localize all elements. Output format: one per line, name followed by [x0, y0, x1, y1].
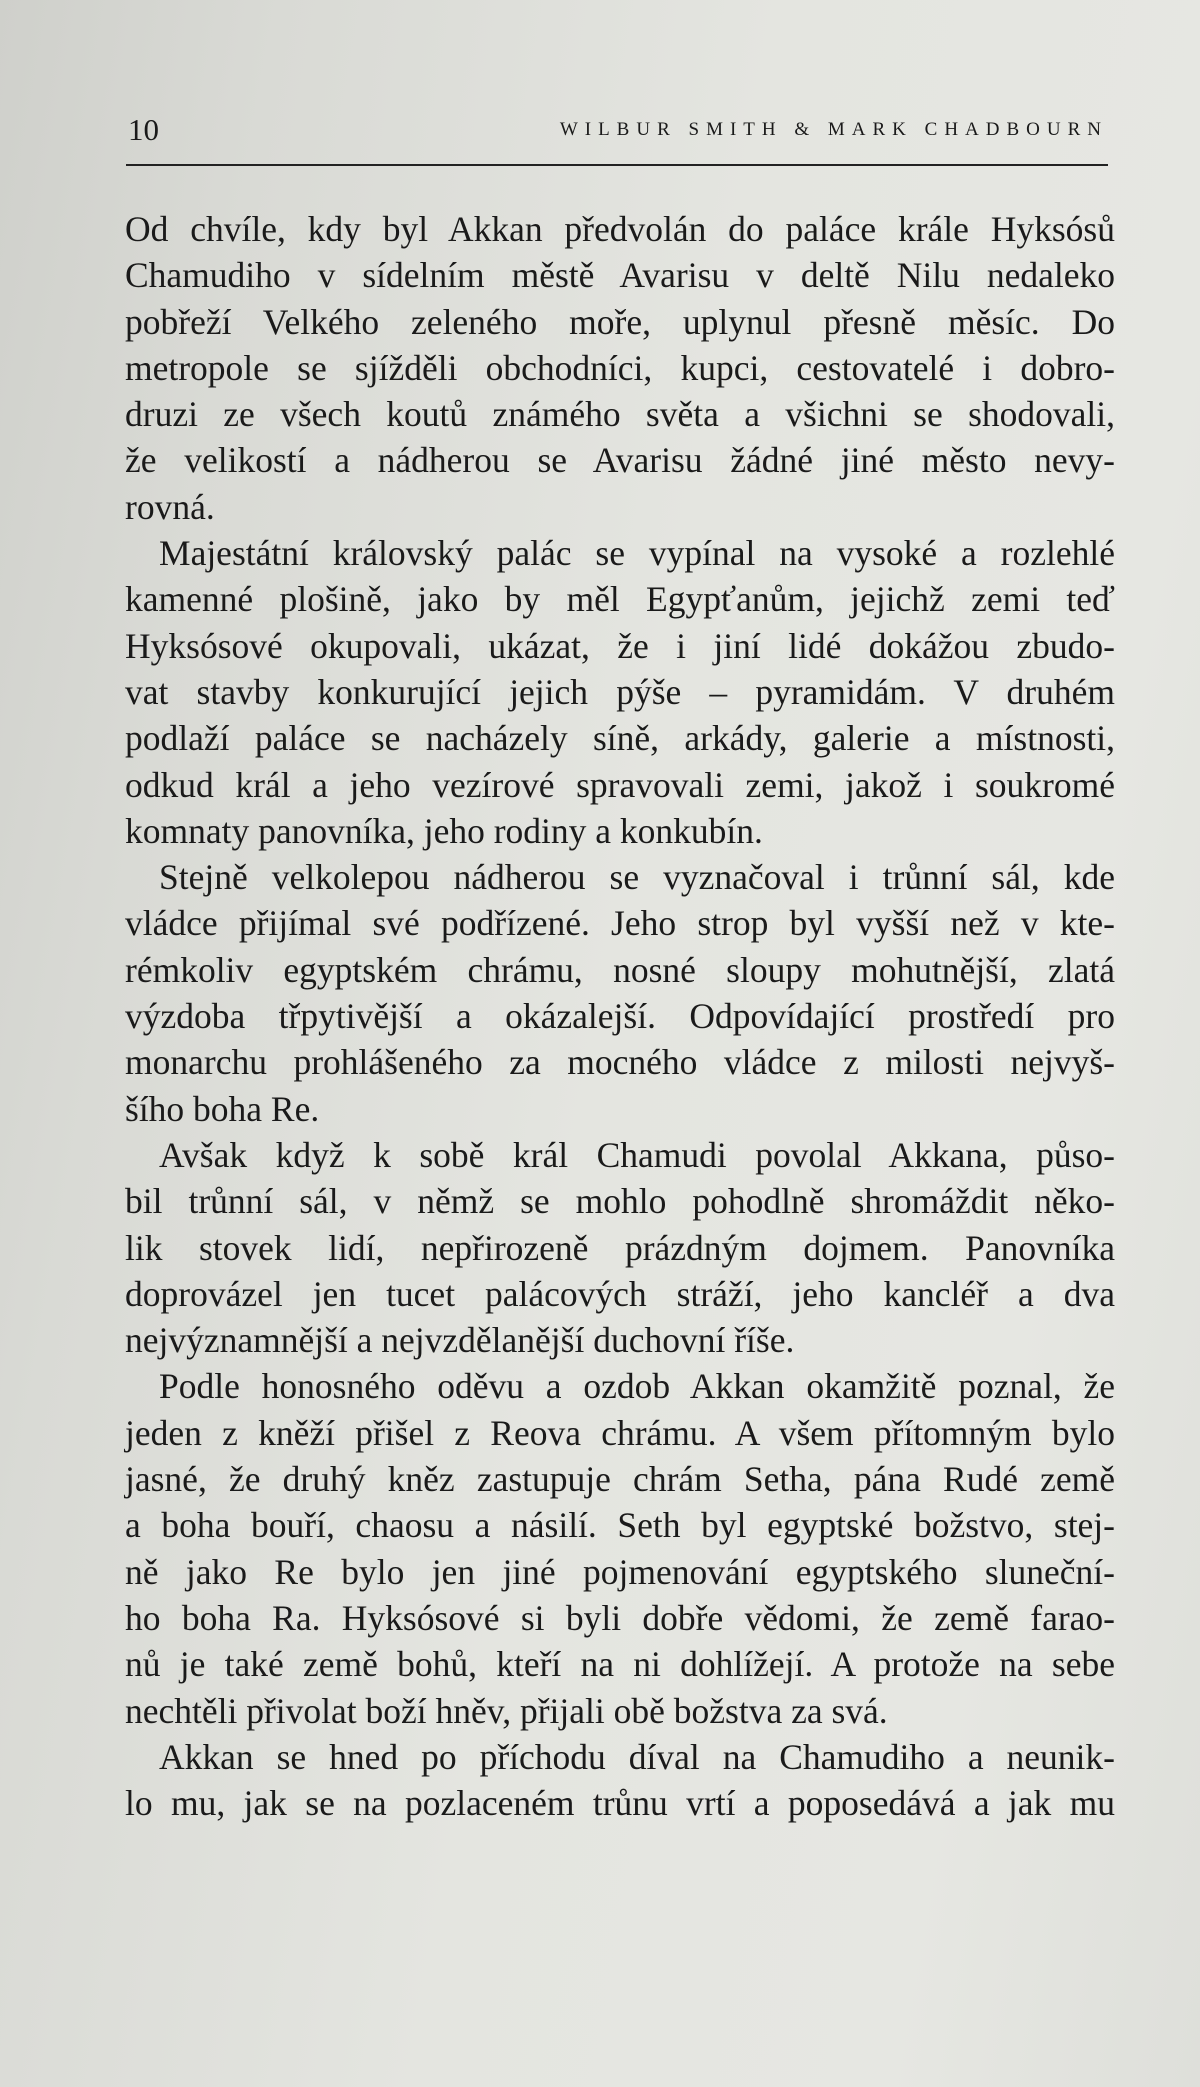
text-line: šího boha Re. — [125, 1088, 320, 1129]
text-line: odkud král a jeho vezírové spravovali zemi, jakož i soukromé — [125, 764, 1115, 805]
text-line: jasné, že druhý kněz zastupuje chrám Setha, pána Rudé země — [125, 1459, 1115, 1500]
text-line: bil trůnní sál, v němž se mohlo pohodlně shromáždit něko- — [125, 1181, 1115, 1222]
text-line: metropole se sjížděli obchodníci, kupci, cestovatelé i dobro- — [125, 347, 1115, 388]
text-line: výzdoba třpytivější a okázalejší. Odpovídající prostředí pro — [125, 996, 1115, 1037]
text-line: Majestátní královský palác se vypínal na vysoké a rozlehlé — [159, 533, 1115, 574]
text-line: že velikostí a nádherou se Avarisu žádné jiné město nevy- — [125, 440, 1115, 481]
text-line: Od chvíle, kdy byl Akkan předvolán do paláce krále Hyksósů — [125, 209, 1115, 249]
paragraph-2 — [125, 530, 1115, 854]
text-line: vat stavby konkurující jejich pýše – pyramidám. V druhém — [125, 671, 1115, 712]
paragraph-5 — [125, 1363, 1115, 1733]
text-line: monarchu prohlášeného za mocného vládce z milosti nejvyš- — [125, 1042, 1115, 1083]
text-line: Chamudiho v sídelním městě Avarisu v deltě Nilu nedaleko — [125, 255, 1115, 296]
text-line: jeden z kněží přišel z Reova chrámu. A všem přítomným bylo — [125, 1412, 1115, 1453]
text-line: ně jako Re bylo jen jiné pojmenování egyptského sluneční- — [125, 1551, 1115, 1592]
page-number: 10 — [128, 112, 159, 147]
text-line: druzi ze všech koutů známého světa a všichni se shodovali, — [125, 394, 1115, 435]
paragraph-1 — [125, 206, 1115, 530]
body-text — [125, 206, 1115, 1826]
text-line: nechtěli přivolat boží hněv, přijali obě božstva za svá. — [125, 1690, 888, 1731]
text-line: Podle honosného oděvu a ozdob Akkan okamžitě poznal, že — [159, 1366, 1115, 1407]
header-authors: WILBUR SMITH & MARK CHADBOURN — [559, 119, 1108, 140]
text-line: lo mu, jak se na pozlaceném trůnu vrtí a poposedává a jak mu — [125, 1783, 1115, 1824]
text-line: Stejně velkolepou nádherou se vyznačoval i trůnní sál, kde — [159, 857, 1115, 898]
text-line: vládce přijímal své podřízené. Jeho strop byl vyšší než v kte- — [125, 903, 1115, 944]
text-line: kamenné plošině, jako by měl Egypťanům, jejichž zemi teď — [125, 579, 1115, 620]
text-line: rovná. — [125, 486, 215, 527]
paragraph-3 — [125, 854, 1115, 1132]
text-line: rémkoliv egyptském chrámu, nosné sloupy mohutnější, zlatá — [125, 949, 1115, 990]
running-head — [128, 106, 1108, 154]
text-line: nů je také země bohů, kteří na ni dohlížejí. A protože na sebe — [125, 1644, 1115, 1685]
paragraph-4 — [125, 1132, 1115, 1363]
text-line: nejvýznamnější a nejvzdělanější duchovní říše. — [125, 1320, 795, 1361]
text-line: Akkan se hned po příchodu díval na Chamudiho a neunik- — [159, 1736, 1115, 1777]
text-line: Avšak když k sobě král Chamudi povolal Akkana, půso- — [159, 1134, 1115, 1175]
header-rule — [126, 164, 1108, 166]
text-line: Hyksósové okupovali, ukázat, že i jiní lidé dokážou zbudo- — [125, 625, 1115, 666]
paragraph-6 — [125, 1734, 1115, 1827]
text-line: doprovázel jen tucet palácových stráží, jeho kancléř a dva — [125, 1273, 1115, 1314]
text-line: a boha bouří, chaosu a násilí. Seth byl egyptské božstvo, stej- — [125, 1505, 1115, 1546]
text-line: ho boha Ra. Hyksósové si byli dobře vědomi, že země farao- — [125, 1597, 1115, 1638]
text-line: komnaty panovníka, jeho rodiny a konkubín. — [125, 810, 763, 851]
text-line: pobřeží Velkého zeleného moře, uplynul přesně měsíc. Do — [125, 301, 1115, 342]
text-line: lik stovek lidí, nepřirozeně prázdným dojmem. Panovníka — [125, 1227, 1115, 1268]
text-line: podlaží paláce se nacházely síně, arkády, galerie a místnosti, — [125, 718, 1115, 759]
